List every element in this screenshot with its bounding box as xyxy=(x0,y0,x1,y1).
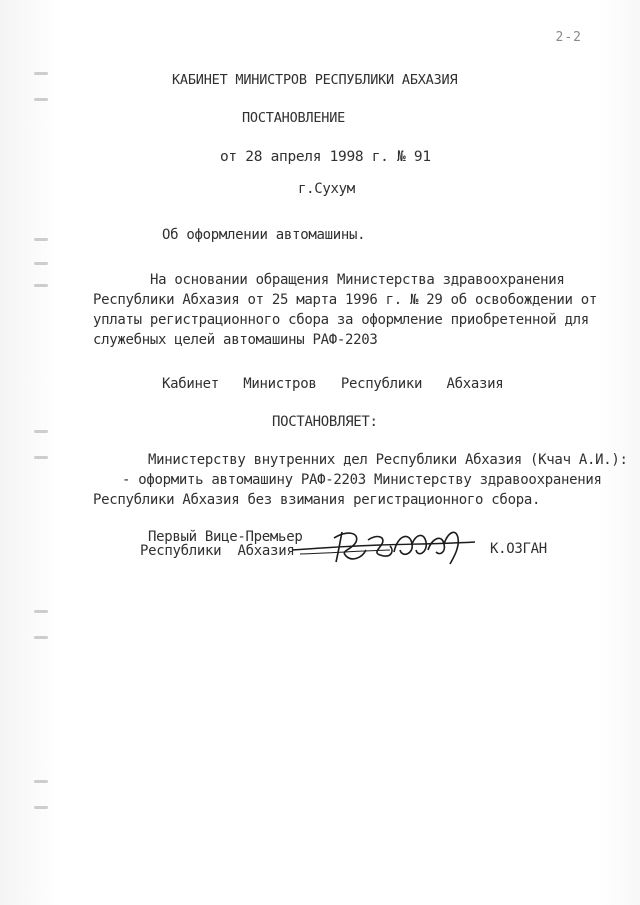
margin-mark xyxy=(34,636,48,639)
corner-mark: 2-2 xyxy=(555,30,582,45)
subject-line: Об оформлении автомашины. xyxy=(162,227,366,243)
order-line: - оформить автомашину РАФ-2203 Министерству здравоохранения xyxy=(122,472,602,488)
city-line: г.Сухум xyxy=(298,181,355,197)
decision-keyword: ПОСТАНОВЛЯЕТ: xyxy=(272,414,378,430)
margin-mark xyxy=(34,610,48,613)
signatory-name: К.ОЗГАН xyxy=(490,541,547,557)
authority-line: Кабинет Министров Республики Абхазия xyxy=(162,376,504,392)
body-line: На основании обращения Министерства здравоохранения xyxy=(150,272,565,288)
signatory-title-line: Первый Вице-Премьер xyxy=(148,529,303,545)
margin-mark xyxy=(34,238,48,241)
margin-mark xyxy=(34,430,48,433)
body-line: уплаты регистрационного сбора за оформление приобретенной для xyxy=(93,312,589,328)
margin-mark xyxy=(34,780,48,783)
margin-mark xyxy=(34,284,48,287)
margin-mark xyxy=(34,98,48,101)
order-line: Министерству внутренних дел Республики Абхазия (Кчач А.И.): xyxy=(148,452,628,468)
organization-heading: КАБИНЕТ МИНИСТРОВ РЕСПУБЛИКИ АБХАЗИЯ xyxy=(172,72,458,88)
document-type-heading: ПОСТАНОВЛЕНИЕ xyxy=(242,110,346,126)
date-number-line: от 28 апреля 1998 г. № 91 xyxy=(220,149,431,165)
margin-mark xyxy=(34,806,48,809)
body-line: служебных целей автомашины РАФ-2203 xyxy=(93,332,378,348)
margin-mark xyxy=(34,262,48,265)
handwritten-signature xyxy=(290,520,480,568)
order-line: Республики Абхазия без взимания регистрационного сбора. xyxy=(93,492,541,508)
body-line: Республики Абхазия от 25 марта 1996 г. № 29 об освобождении от xyxy=(93,292,597,308)
margin-mark xyxy=(34,72,48,75)
margin-mark xyxy=(34,456,48,459)
signatory-title-line: Республики Абхазия xyxy=(140,543,295,559)
